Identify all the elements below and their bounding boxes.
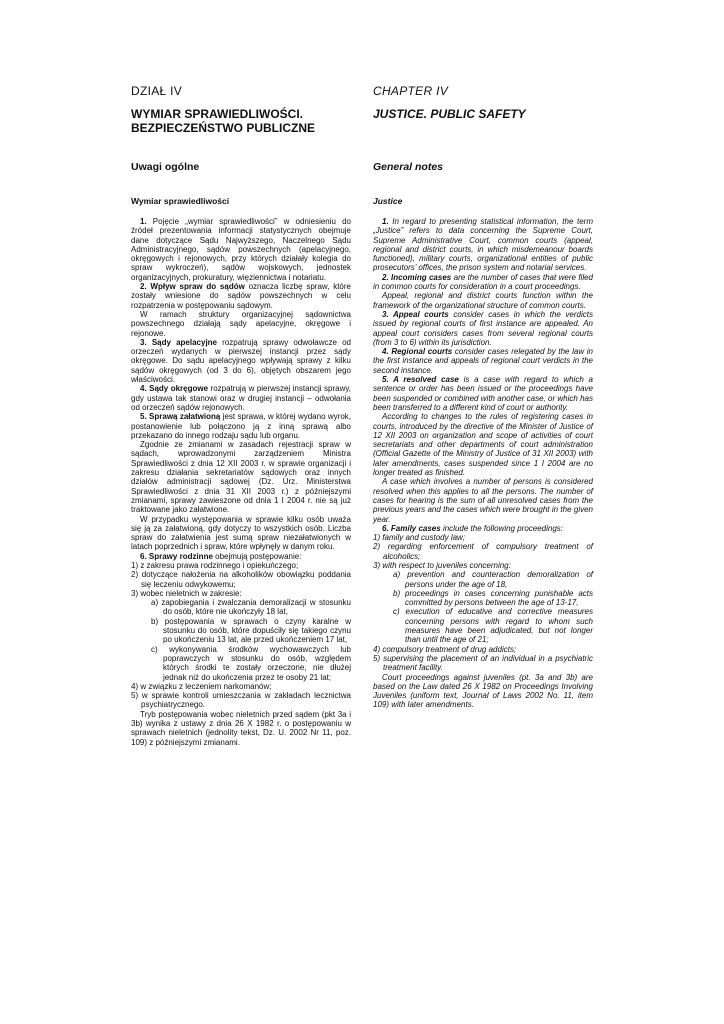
paragraph-text: obejmują postępowanie: (215, 551, 302, 561)
section-label: CHAPTER IV (373, 84, 449, 98)
paragraph-text: In regard to presenting statistical information, the term „Justice” refers to data concerning the Supreme Court, Supreme Administrative Court, common courts (appeal, regional and district courts, in which misdemeanour boards functioned), military courts, organizational entities of public prosecutors’ offices, the prison system and notarial services. (373, 217, 593, 273)
paragraph-text: Pojęcie „wymiar sprawiedliwości” w odniesieniu do źródeł prezentowania informacji statystycznych obejmuje dane dotyczące Sądu Najwyższego, Naczelnego Sądu Administracyjnego, sądów powszechnych (apelacyjnego, okręgowych i rejonowych, przy których działały kolegia do spraw wykroczeń), sądów wojskowych, jednostek organizacyjnych, prokuratury, więziennictwa i notariatu. (131, 217, 351, 282)
proceedings-list (373, 533, 593, 672)
paragraph-heading: 4. Sądy okręgowe (140, 384, 209, 394)
paragraph (373, 273, 593, 292)
list-item: 1) z zakresu prawa rodzinnego i opiekuńczego; (131, 560, 299, 570)
chapter-title-line-1: WYMIAR SPRAWIEDLIWOŚCI. (131, 107, 303, 121)
paragraph-heading: 2. Incoming cases (382, 272, 452, 282)
general-notes-heading: General notes (373, 161, 444, 173)
sub-list (383, 570, 593, 644)
paragraph: Tryb postępowania wobec nieletnich przed sądem (pkt 3a i 3b) wynika z ustawy z dnia 26 X 1982 r. o postępowaniu w sprawach nieletnich (jednolity tekst, Dz. U. 2002 Nr 11, poz. 109) z późniejszymi zmianami. (131, 709, 351, 747)
english-body-text (373, 217, 593, 710)
general-notes-heading: Uwagi ogólne (131, 161, 200, 173)
paragraph-text: consider cases in which the verdicts issued by regional courts of first instance are appealed. An appeal court considers cases from several regional courts (from 3 to 6) within its jurisdiction. (373, 309, 593, 347)
english-column (373, 84, 593, 121)
list-item: 5) supervising the placement of an individual in a psychiatric treatment facility. (373, 653, 593, 673)
paragraph: Zgodnie ze zmianami w zasadach rejestracji spraw w sądach, wprowadzonymi zarządzeniem Ministra Sprawiedliwości z dnia 12 XII 2003 r. w sprawie organizacji i zakresu działania sekretariatów sądowych oraz innych działów administracji sądowej (Dz. Urz. Ministerstwa Sprawiedliwości z dnia 31 XII 2003 r.) z późniejszymi zmianami, sprawy zawieszone od dnia 1 I 2004 r. nie są już traktowane jako załatwione. (131, 440, 351, 515)
chapter-title-line-2: BEZPIECZEŃSTWO PUBLICZNE (131, 121, 316, 135)
paragraph: W ramach struktury organizacyjnej sądownictwa powszechnego działają sądy apelacyjne, okręgowe i rejonowe. (131, 309, 351, 338)
sub-list-item: a) zapobiegania i zwalczania demoralizacji w stosunku do osób, które nie ukończyły 18 lat, (151, 598, 351, 617)
subheading: Wymiar sprawiedliwości (131, 196, 230, 206)
list-item (373, 561, 593, 645)
paragraph (373, 310, 593, 347)
paragraph-text: is a case with regard to which a sentence or order has been issued or the proceedings have been suspended or combined with another case, or which has been transferred to a different kind of court or authority. (373, 375, 593, 412)
paragraph: According to changes to the rules of registering cases in courts, introduced by the directive of the Minister of Justice of 12 XII 2003 on organization and scope of activities of court secretariats and other departments of court administration (Official Gazette of the Ministry of Justice of 31 XII 2003) with later amendments, cases suspended since 1 I 2004 are no longer treated as finished. (373, 412, 593, 478)
paragraph: W przypadku występowania w sprawie kilku osób uważa się ją za załatwioną, gdy dotyczy to wszystkich osób. Liczba spraw do załatwienia jest sumą spraw niezałatwionych w latach poprzednich i spraw, które wpłynęły w danym roku. (131, 514, 351, 552)
paragraph-heading: 3. Appeal courts (382, 309, 449, 319)
paragraph (373, 347, 593, 375)
list-item (131, 589, 351, 682)
polish-column (131, 84, 351, 135)
list-item: 5) w sprawie kontroli umieszczania w zakładach lecznictwa psychiatrycznego. (131, 691, 351, 710)
paragraph (131, 412, 351, 440)
paragraph-text: rozpatrują sprawy odwoławcze od orzeczeń wydanych w pierwszej instancji przez sądy okręgowe. Do sądu apelacyjnego wpływają sprawy z kilku sądów okręgowych (od 3 do 6), objętych obszarem jego właściwości. (131, 337, 352, 385)
sub-list-item: c) wykonywania środków wychowawczych lub poprawczych w stosunku do osób, względem których środki te zostały orzeczone, nie dłużej jednak niż do ukończenia przez te osoby 21 lat; (151, 644, 351, 682)
sub-list-item: c) execution of educative and corrective measures concerning persons with regard to whom such measures have been adjudicated, but not longer than until the age of 21; (393, 607, 593, 645)
list-item: 1) family and custody law; (373, 533, 466, 543)
paragraph-heading: 6. Family cases (382, 523, 441, 533)
sub-list-item: b) postępowania w sprawach o czyny karalne w stosunku do osób, które dopuściły się takiego czynu po ukończeniu 13 lat, ale przed ukończeniem 17 lat, (151, 616, 351, 645)
paragraph-text: include the following proceedings: (442, 523, 564, 533)
list-item: 4) compulsory treatment of drug addicts; (373, 644, 517, 654)
sub-list-item: b) proceedings in cases concerning punishable acts committed by persons between the age of 13-17, (393, 588, 593, 608)
paragraph (373, 375, 593, 412)
paragraph: Appeal, regional and district courts function within the framework of the organizational structure of common courts. (373, 291, 593, 310)
list-item: 2) regarding enforcement of compulsory treatment of alcoholics; (373, 542, 593, 561)
subheading: Justice (373, 196, 403, 206)
polish-body-text (131, 217, 351, 747)
paragraph-text: oznacza liczbę spraw, które zostały wniesione do sądów powszechnych w celu rozpatrzenia w postępowaniu sądowym. (131, 282, 351, 310)
sub-list-item: a) prevention and counteraction demoralization of persons under the age of 18, (393, 570, 593, 589)
paragraph (131, 338, 351, 384)
section-label: DZIAŁ IV (131, 84, 183, 98)
paragraph-text: are the number of cases that were filed in common courts for consideration in a court proceedings. (373, 272, 594, 292)
paragraph-heading: 5. A resolved case (382, 375, 459, 385)
paragraph-heading: 6. Sprawy rodzinne (140, 551, 213, 561)
paragraph (131, 384, 351, 412)
paragraph (373, 217, 593, 273)
chapter-title: JUSTICE. PUBLIC SAFETY (373, 107, 526, 121)
paragraph (131, 552, 351, 561)
paragraph: Court proceedings against juveniles (pt. 3a and 3b) are based on the Law dated 26 X 1982 on Proceedings Involving Juveniles (uniform text, Journal of Laws 2002 No. 11, item 109) with later amendments. (373, 672, 593, 710)
list-item: 2) dotyczące nałożenia na alkoholików obowiązku poddania się leczeniu odwykowemu; (131, 570, 351, 589)
paragraph-heading: 5. Sprawą załatwioną (140, 412, 221, 422)
list-item: 4) w związku z leczeniem narkomanów; (131, 681, 272, 691)
sub-list (141, 598, 351, 682)
paragraph-heading: 2. Wpływ spraw do sądów (140, 282, 245, 292)
paragraph-text: rozpatrują w pierwszej instancji sprawy, gdy ustawa tak stanowi oraz w drugiej instancji – odwołania od orzeczeń sądów rejonowych. (131, 384, 351, 412)
paragraph-number: 1. (382, 217, 389, 226)
paragraph-text: jest sprawa, w której wydano wyrok, postanowienie lub połączono ją z inną sprawą albo przekazano do innego rodzaju sądu lub organu. (131, 412, 351, 440)
paragraph (131, 282, 351, 310)
paragraph-text: consider cases relegated by the law in the first instance and appeals of regional court verdicts in the second instance. (373, 347, 593, 375)
paragraph-number: 1. (140, 217, 147, 226)
paragraph: A case which involves a number of persons is considered resolved when this applies to all the persons. The number of cases for hearing is the sum of all unresolved cases from the previous years and the cases which were brought in the given year. (373, 477, 593, 524)
list-item-text: 3) with respect to juveniles concerning: (373, 560, 511, 570)
paragraph-heading: 4. Regional courts (382, 347, 453, 357)
proceedings-list (131, 561, 351, 710)
paragraph-heading: 3. Sądy apelacyjne (140, 337, 218, 347)
paragraph (131, 217, 351, 282)
list-item-text: 3) wobec nieletnich w zakresie: (131, 588, 242, 598)
paragraph (373, 524, 593, 533)
